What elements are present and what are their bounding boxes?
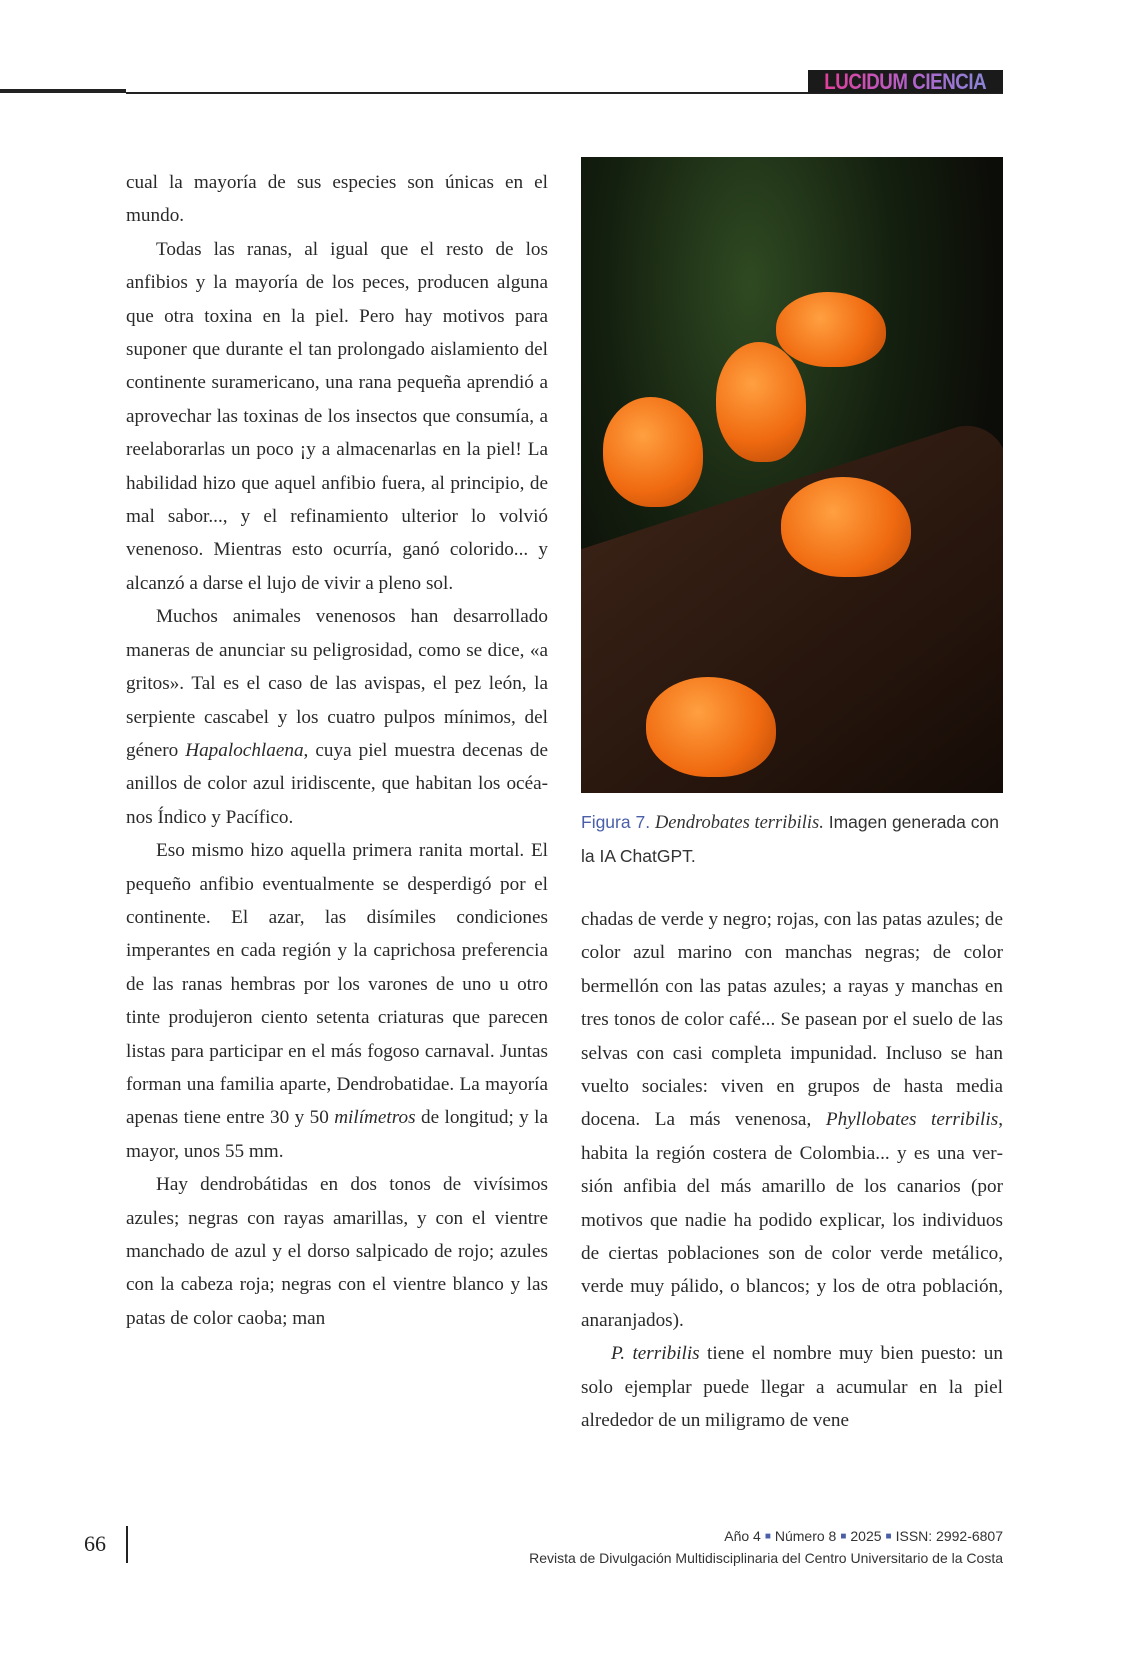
footer-issue: Número 8: [774, 1528, 837, 1544]
footer-divider: [126, 1526, 128, 1563]
separator-square-icon: ■: [764, 1531, 771, 1542]
paragraph: Hay dendrobátidas en dos tonos de vivísimos azules; negras con rayas amarillas, y con el vientre manchado de azul y el dorso salpicado de rojo; azules con la cabeza roja; negras con el vientre blanco y las patas de color caoba; man: [126, 1174, 548, 1329]
paragraph: P. terribilis tiene el nombre muy bien puesto: un solo ejemplar puede llegar a acumular en la piel alrededor de un miligramo de vene: [581, 1343, 1003, 1432]
paragraph: cual la mayoría de sus especies son únicas en el mundo.: [126, 172, 548, 227]
frog: [603, 397, 703, 507]
journal-logo-text: LUCIDUM CIENCIA: [824, 68, 987, 94]
figure-label: Figura 7.: [581, 812, 651, 832]
journal-logo: [808, 70, 1003, 93]
paragraph: Eso mismo hizo aquella primera ranita mortal. El pequeño anfibio eventualmente se desperdigó por el continente. El azar, las disímiles condiciones imperantes en cada región y la caprichosa preferencia de las ranas hembras por los varones de uno u otro tinte produjeron ciento setenta criaturas que parecen listas para participar en el más fogoso carnaval. Juntas forman una familia aparte, Dendrobatidae. La mayoría apenas tiene entre 30 y 50 milímetros de longitud; y la mayor, unos 55 mm.: [126, 840, 549, 1162]
right-column: [581, 903, 1003, 1438]
footer-issn: ISSN: 2992-6807: [895, 1528, 1003, 1544]
frog: [776, 292, 886, 367]
header-rule-thick: [0, 89, 126, 93]
frog: [716, 342, 806, 462]
footer-journal: Revista de Divulgación Multidisciplinaria del Centro Universitario de la Costa: [529, 1550, 1003, 1566]
paragraph: Muchos animales venenosos han desarrollado maneras de anunciar su peligrosidad, como se dice, «a gritos». Tal es el caso de las avispas, el pez león, la serpiente cascabel y los cuatro pulpos mínimos, del género Hapalochlaena, cuya piel muestra decenas de anillos de color azul iridiscente, que habitan los océanos Índico y Pacífico.: [126, 606, 548, 828]
footer-year: Año 4: [724, 1528, 761, 1544]
figure-species: Dendrobates terribilis.: [654, 813, 824, 833]
footer-issue-info: [724, 1527, 1003, 1546]
separator-square-icon: ■: [840, 1531, 847, 1542]
paragraph: chadas de verde y negro; rojas, con las patas azules; de color azul marino con manchas negras; de color bermellón con las patas azules; a rayas y manchas en tres tonos de color café... Se pasean por el suelo de las selvas con casi completa impunidad. Incluso se han vuelto sociales: viven en grupos de hasta media docena. La más venenosa, Phyllobates terribilis, habita la región costera de Colombia... y es una versión anfibia del más amarillo de los canarios (por motivos que nadie ha podido explicar, los individuos de ciertas poblaciones son de color verde metálico, verde muy pálido, o blancos; y los de otra población, anaranjados).: [581, 909, 1003, 1331]
figure-image-frogs: [581, 157, 1003, 793]
figure-caption: [581, 806, 1003, 873]
footer-date: 2025: [850, 1528, 882, 1544]
paragraph: Todas las ranas, al igual que el resto de los anfibios y la mayoría de los peces, producen alguna que otra toxina en la piel. Pero hay motivos para suponer que durante el tan prolongado aislamiento del continente suramericano, una rana pequeña aprendió a aprovechar las toxinas de los insectos que consumía, a reelaborarlas un poco ¡y a almacenarlas en la piel! La habilidad hizo que aquel anfibio fuera, al principio, de mal sabor..., y el refinamiento ulterior lo volvió venenoso. Mientras esto ocurría, ganó colorido... y alcanzó a darse el lujo de vivir a pleno sol.: [126, 238, 548, 594]
figure-text: Imagen generada con la IA ChatGPT.: [581, 812, 999, 866]
left-column: [126, 166, 548, 1335]
separator-square-icon: ■: [885, 1531, 892, 1542]
frog: [781, 477, 911, 577]
frog: [646, 677, 776, 777]
page-number: 66: [84, 1531, 106, 1556]
